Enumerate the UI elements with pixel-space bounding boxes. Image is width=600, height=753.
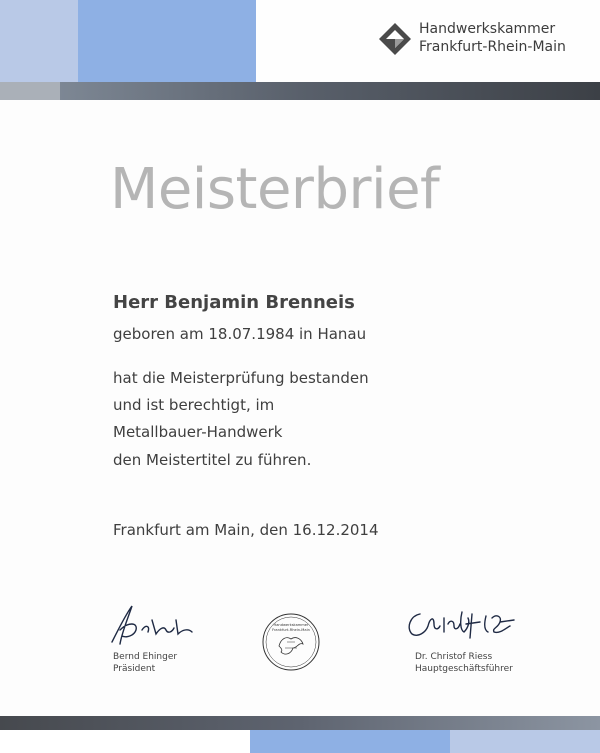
- signature-left: [108, 600, 198, 648]
- signatory-right-role: Hauptgeschäftsführer: [415, 664, 513, 674]
- seal-text-1: Handwerkskammer: [273, 623, 309, 627]
- signature-right: [400, 604, 520, 648]
- signatory-right-name: Dr. Christof Riess: [415, 652, 493, 662]
- footer-grey-stripe: [0, 716, 600, 730]
- seal-text-2: Frankfurt-Rhein-Main: [272, 628, 310, 632]
- birth-line: geboren am 18.07.1984 in Hanau: [113, 325, 367, 343]
- header-blue-block: [78, 0, 256, 82]
- hwk-logo-icon: [378, 22, 412, 56]
- signatory-right: [415, 651, 513, 675]
- footer-block-white: [0, 730, 250, 753]
- body-line-3: Metallbauer-Handwerk: [113, 423, 283, 441]
- signatory-left-role: Präsident: [113, 664, 156, 674]
- body-line-4: den Meistertitel zu führen.: [113, 451, 312, 469]
- footer-blue-block: [250, 730, 450, 753]
- signatory-left-name: Bernd Ehinger: [113, 652, 178, 662]
- certificate-title: Meisterbrief: [110, 157, 440, 222]
- body-line-1: hat die Meisterprüfung bestanden: [113, 369, 369, 387]
- header-grey-stripe: [0, 82, 600, 100]
- place-date: Frankfurt am Main, den 16.12.2014: [113, 521, 379, 539]
- header-band: [0, 0, 600, 100]
- footer-blue-block-light: [450, 730, 600, 753]
- org-line-1: Handwerkskammer: [419, 21, 556, 37]
- signatory-left: [113, 651, 177, 675]
- official-seal: [261, 612, 321, 672]
- organization-name: [419, 20, 566, 56]
- body-line-2: und ist berechtigt, im: [113, 396, 275, 414]
- recipient-name: Herr Benjamin Brenneis: [113, 292, 355, 313]
- org-line-2: Frankfurt-Rhein-Main: [419, 39, 566, 55]
- header-blue-block-light: [0, 0, 78, 82]
